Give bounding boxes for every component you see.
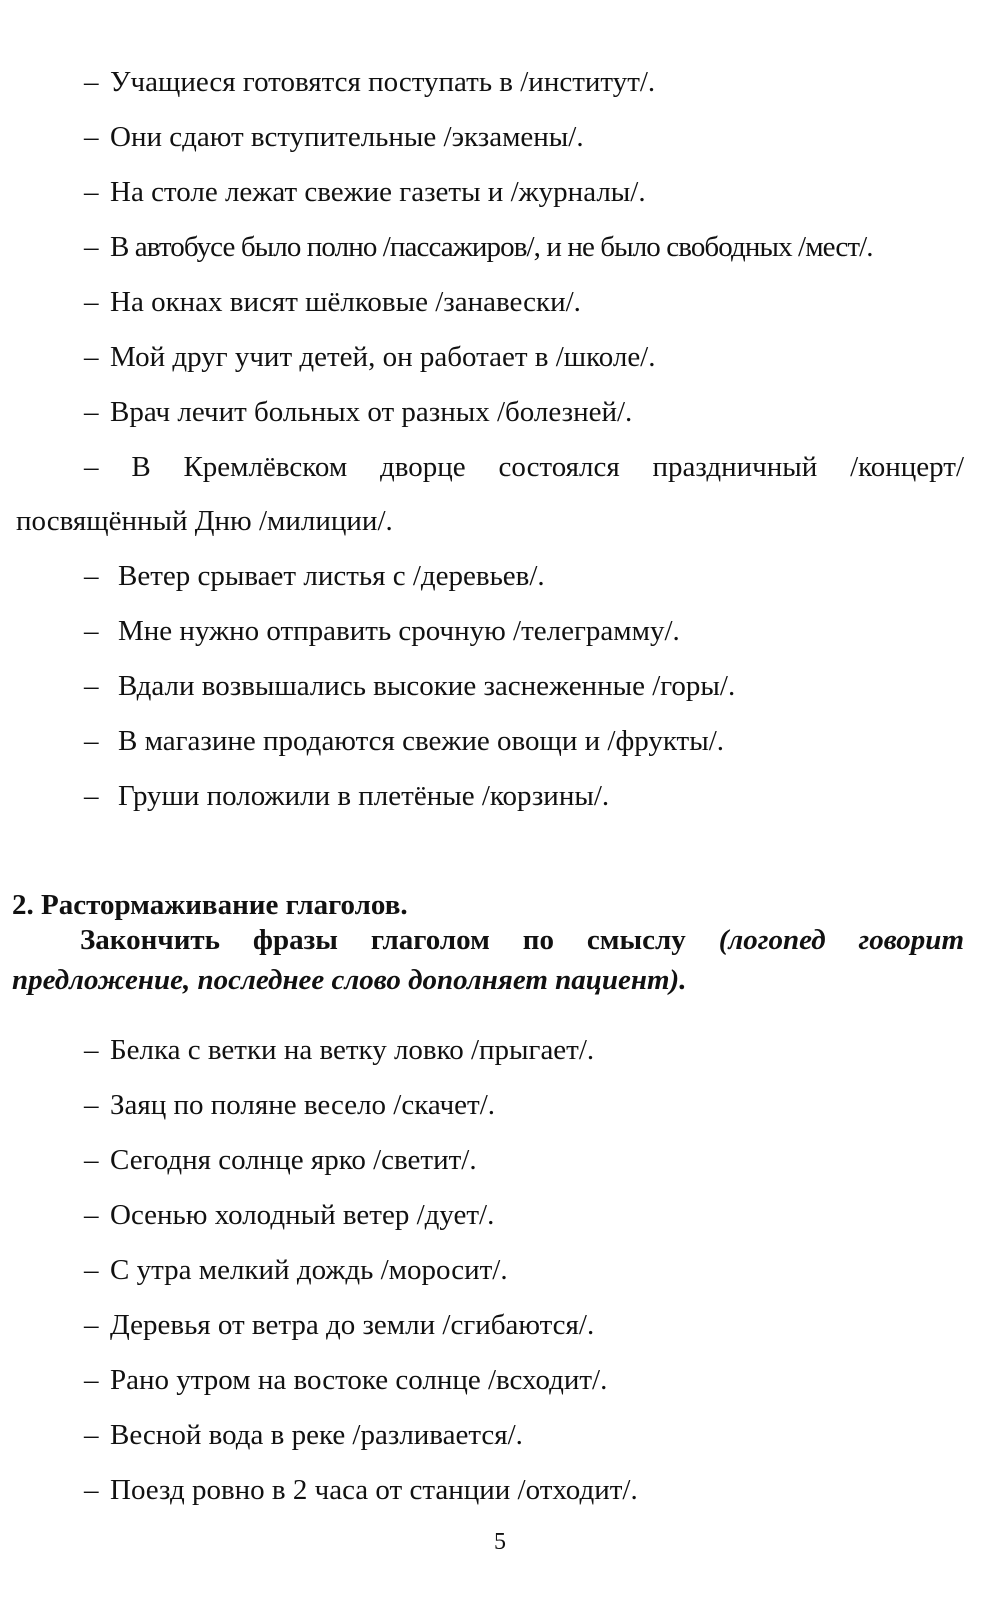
list-item-justified: – В Кремлёвском дворце состоялся праздничный /концерт/	[84, 451, 964, 483]
list-item: – Весной вода в реке /разливается/.	[84, 1419, 523, 1451]
list-item: – Сегодня солнце ярко /светит/.	[84, 1144, 477, 1176]
list-item: – Белка с ветки на ветку ловко /прыгает/.	[84, 1034, 595, 1066]
list-item: – Осенью холодный ветер /дует/.	[84, 1199, 495, 1231]
list-item: – На окнах висят шёлковые /занавески/.	[84, 286, 581, 318]
list-item: – Они сдают вступительные /экзамены/.	[84, 121, 584, 153]
list-item: – На столе лежат свежие газеты и /журналы/.	[84, 176, 646, 208]
list-item: – Мой друг учит детей, он работает в /школе/.	[84, 341, 656, 373]
list-item-continuation: посвящённый Дню /милиции/.	[16, 505, 393, 537]
list-item: – Груши положили в плетёные /корзины/.	[84, 780, 610, 812]
section-heading: 2. Растормаживание глаголов.	[12, 889, 408, 921]
list-item: – Мне нужно отправить срочную /телеграмму/.	[84, 615, 680, 647]
list-item: – В магазине продаются свежие овощи и /фрукты/.	[84, 725, 725, 757]
list-item: – Рано утром на востоке солнце /всходит/.	[84, 1364, 608, 1396]
section-instruction: Закончить фразы глаголом по смыслу (логопед говорит предложение, последнее слово дополняет пациент).	[12, 924, 964, 996]
list-item: – Вдали возвышались высокие заснеженные /горы/.	[84, 670, 736, 702]
list-item: – Учащиеся готовятся поступать в /институт/.	[84, 66, 656, 98]
list-item: – Деревья от ветра до земли /сгибаются/.	[84, 1309, 595, 1341]
list-item: – С утра мелкий дождь /моросит/.	[84, 1254, 508, 1286]
list-item: – Поезд ровно в 2 часа от станции /отходит/.	[84, 1474, 638, 1506]
page-number: 5	[494, 1529, 506, 1555]
list-item: – Ветер срывает листья с /деревьев/.	[84, 560, 545, 592]
list-item: – В автобусе было полно /пассажиров/, и не было свободных /мест/.	[84, 231, 873, 263]
list-item: – Врач лечит больных от разных /болезней/.	[84, 396, 633, 428]
list-item: – Заяц по поляне весело /скачет/.	[84, 1089, 496, 1121]
